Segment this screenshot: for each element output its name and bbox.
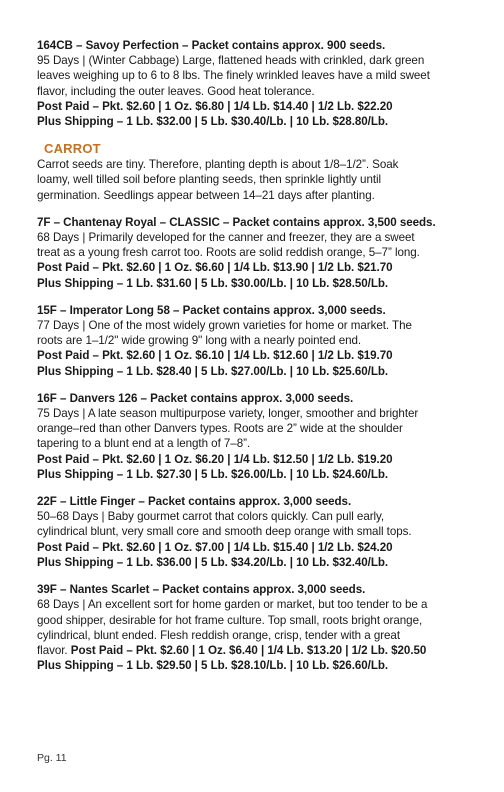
- product-desc-line: tapering to a blunt end at a length of 7–8”.: [37, 437, 251, 451]
- product-desc-line: cylindrical, blunt ended. Flesh reddish orange, crisp, tender with a great: [37, 628, 400, 642]
- product-desc-line: 68 Days | An excellent sort for home garden or market, but too tender to be a: [37, 598, 428, 612]
- price-postpaid: Post Paid – Pkt. $2.60 | 1 Oz. $6.80 | 1/4 Lb. $14.40 | 1/2 Lb. $22.20: [37, 99, 393, 113]
- product-desc-line: flavor, including the outer leaves. Good heat tolerance.: [37, 84, 315, 98]
- catalog-page: [37, 38, 467, 673]
- product-desc-line: 95 Days | (Winter Cabbage) Large, flattened heads with crinkled, dark green: [37, 54, 425, 68]
- product-desc-line: 77 Days | One of the most widely grown varieties for home or market. The: [37, 319, 412, 333]
- product-title: 16F – Danvers 126 – Packet contains approx. 3,000 seeds.: [37, 391, 354, 405]
- product-desc-line: 75 Days | A late season multipurpose variety, longer, smoother and brighter: [37, 407, 419, 421]
- product-desc-line: 50–68 Days | Baby gourmet carrot that colors quickly. Can pull early,: [37, 510, 385, 524]
- section-title-carrot: CARROT: [44, 141, 101, 157]
- price-plus-shipping: Plus Shipping – 1 Lb. $32.00 | 5 Lb. $30.40/Lb. | 10 Lb. $28.80/Lb.: [37, 115, 389, 129]
- price-postpaid: Post Paid – Pkt. $2.60 | 1 Oz. $6.40 | 1/4 Lb. $13.20 | 1/2 Lb. $20.50: [70, 643, 427, 657]
- product-desc-line: treat as a young fresh carrot too. Roots are solid reddish orange, 5–7” long.: [37, 246, 420, 260]
- intro-line: loamy, well tilled soil before planting seeds, then sprinkle lightly until: [37, 173, 382, 187]
- product-title: 7F – Chantenay Royal – CLASSIC – Packet contains approx. 3,500 seeds.: [37, 215, 436, 229]
- product-chantenay-royal: [37, 215, 467, 291]
- product-desc-line: 68 Days | Primarily developed for the canner and freezer, they are a sweet: [37, 231, 415, 245]
- page-number: Pg. 11: [37, 752, 67, 764]
- product-title: 164CB – Savoy Perfection – Packet contains approx. 900 seeds.: [37, 39, 386, 52]
- price-plus-shipping: Plus Shipping – 1 Lb. $36.00 | 5 Lb. $34.20/Lb. | 10 Lb. $32.40/Lb.: [37, 555, 389, 569]
- product-title: 39F – Nantes Scarlet – Packet contains approx. 3,000 seeds.: [37, 583, 366, 597]
- product-savoy-perfection: [37, 38, 467, 129]
- price-postpaid: Post Paid – Pkt. $2.60 | 1 Oz. $6.20 | 1/4 Lb. $12.50 | 1/2 Lb. $19.20: [37, 452, 393, 466]
- product-title: 15F – Imperator Long 58 – Packet contains approx. 3,000 seeds.: [37, 303, 386, 317]
- price-postpaid: Post Paid – Pkt. $2.60 | 1 Oz. $6.60 | 1/4 Lb. $13.90 | 1/2 Lb. $21.70: [37, 261, 393, 275]
- product-desc-line: roots are 1–1/2" wide growing 9" long with a nearly pointed end.: [37, 334, 362, 348]
- product-desc-tail: flavor.: [37, 643, 68, 657]
- intro-line: germination. Seedlings appear between 14–21 days after planting.: [37, 188, 375, 202]
- product-desc-price-line: [37, 643, 467, 658]
- price-plus-shipping: Plus Shipping – 1 Lb. $31.60 | 5 Lb. $30.00/Lb. | 10 Lb. $28.50/Lb.: [37, 276, 389, 290]
- price-plus-shipping: Plus Shipping – 1 Lb. $27.30 | 5 Lb. $26.00/Lb. | 10 Lb. $24.60/Lb.: [37, 467, 389, 481]
- product-title: 22F – Little Finger – Packet contains approx. 3,000 seeds.: [37, 495, 352, 509]
- product-imperator-long-58: [37, 303, 467, 379]
- product-little-finger: [37, 494, 467, 570]
- product-danvers-126: [37, 391, 467, 482]
- intro-line: Carrot seeds are tiny. Therefore, planting depth is about 1/8–1/2”. Soak: [37, 158, 399, 172]
- product-desc-line: cylindrical blunt, very small core and smooth deep orange with small tops.: [37, 525, 412, 539]
- price-plus-shipping: Plus Shipping – 1 Lb. $28.40 | 5 Lb. $27.00/Lb. | 10 Lb. $25.60/Lb.: [37, 364, 389, 378]
- product-desc-line: orange–red than other Danvers types. Roots are 2” wide at the shoulder: [37, 422, 403, 436]
- price-postpaid: Post Paid – Pkt. $2.60 | 1 Oz. $7.00 | 1/4 Lb. $15.40 | 1/2 Lb. $24.20: [37, 540, 393, 554]
- section-intro: [37, 157, 467, 203]
- price-postpaid: Post Paid – Pkt. $2.60 | 1 Oz. $6.10 | 1/4 Lb. $12.60 | 1/2 Lb. $19.70: [37, 349, 393, 363]
- product-nantes-scarlet: [37, 582, 467, 673]
- product-desc-line: leaves weighing up to 6 to 8 lbs. The finely wrinkled leaves have a mild sweet: [37, 69, 430, 83]
- product-desc-line: good shipper, desirable for hot frame culture. Top small, roots bright orange,: [37, 613, 423, 627]
- price-plus-shipping: Plus Shipping – 1 Lb. $29.50 | 5 Lb. $28.10/Lb. | 10 Lb. $26.60/Lb.: [37, 659, 389, 673]
